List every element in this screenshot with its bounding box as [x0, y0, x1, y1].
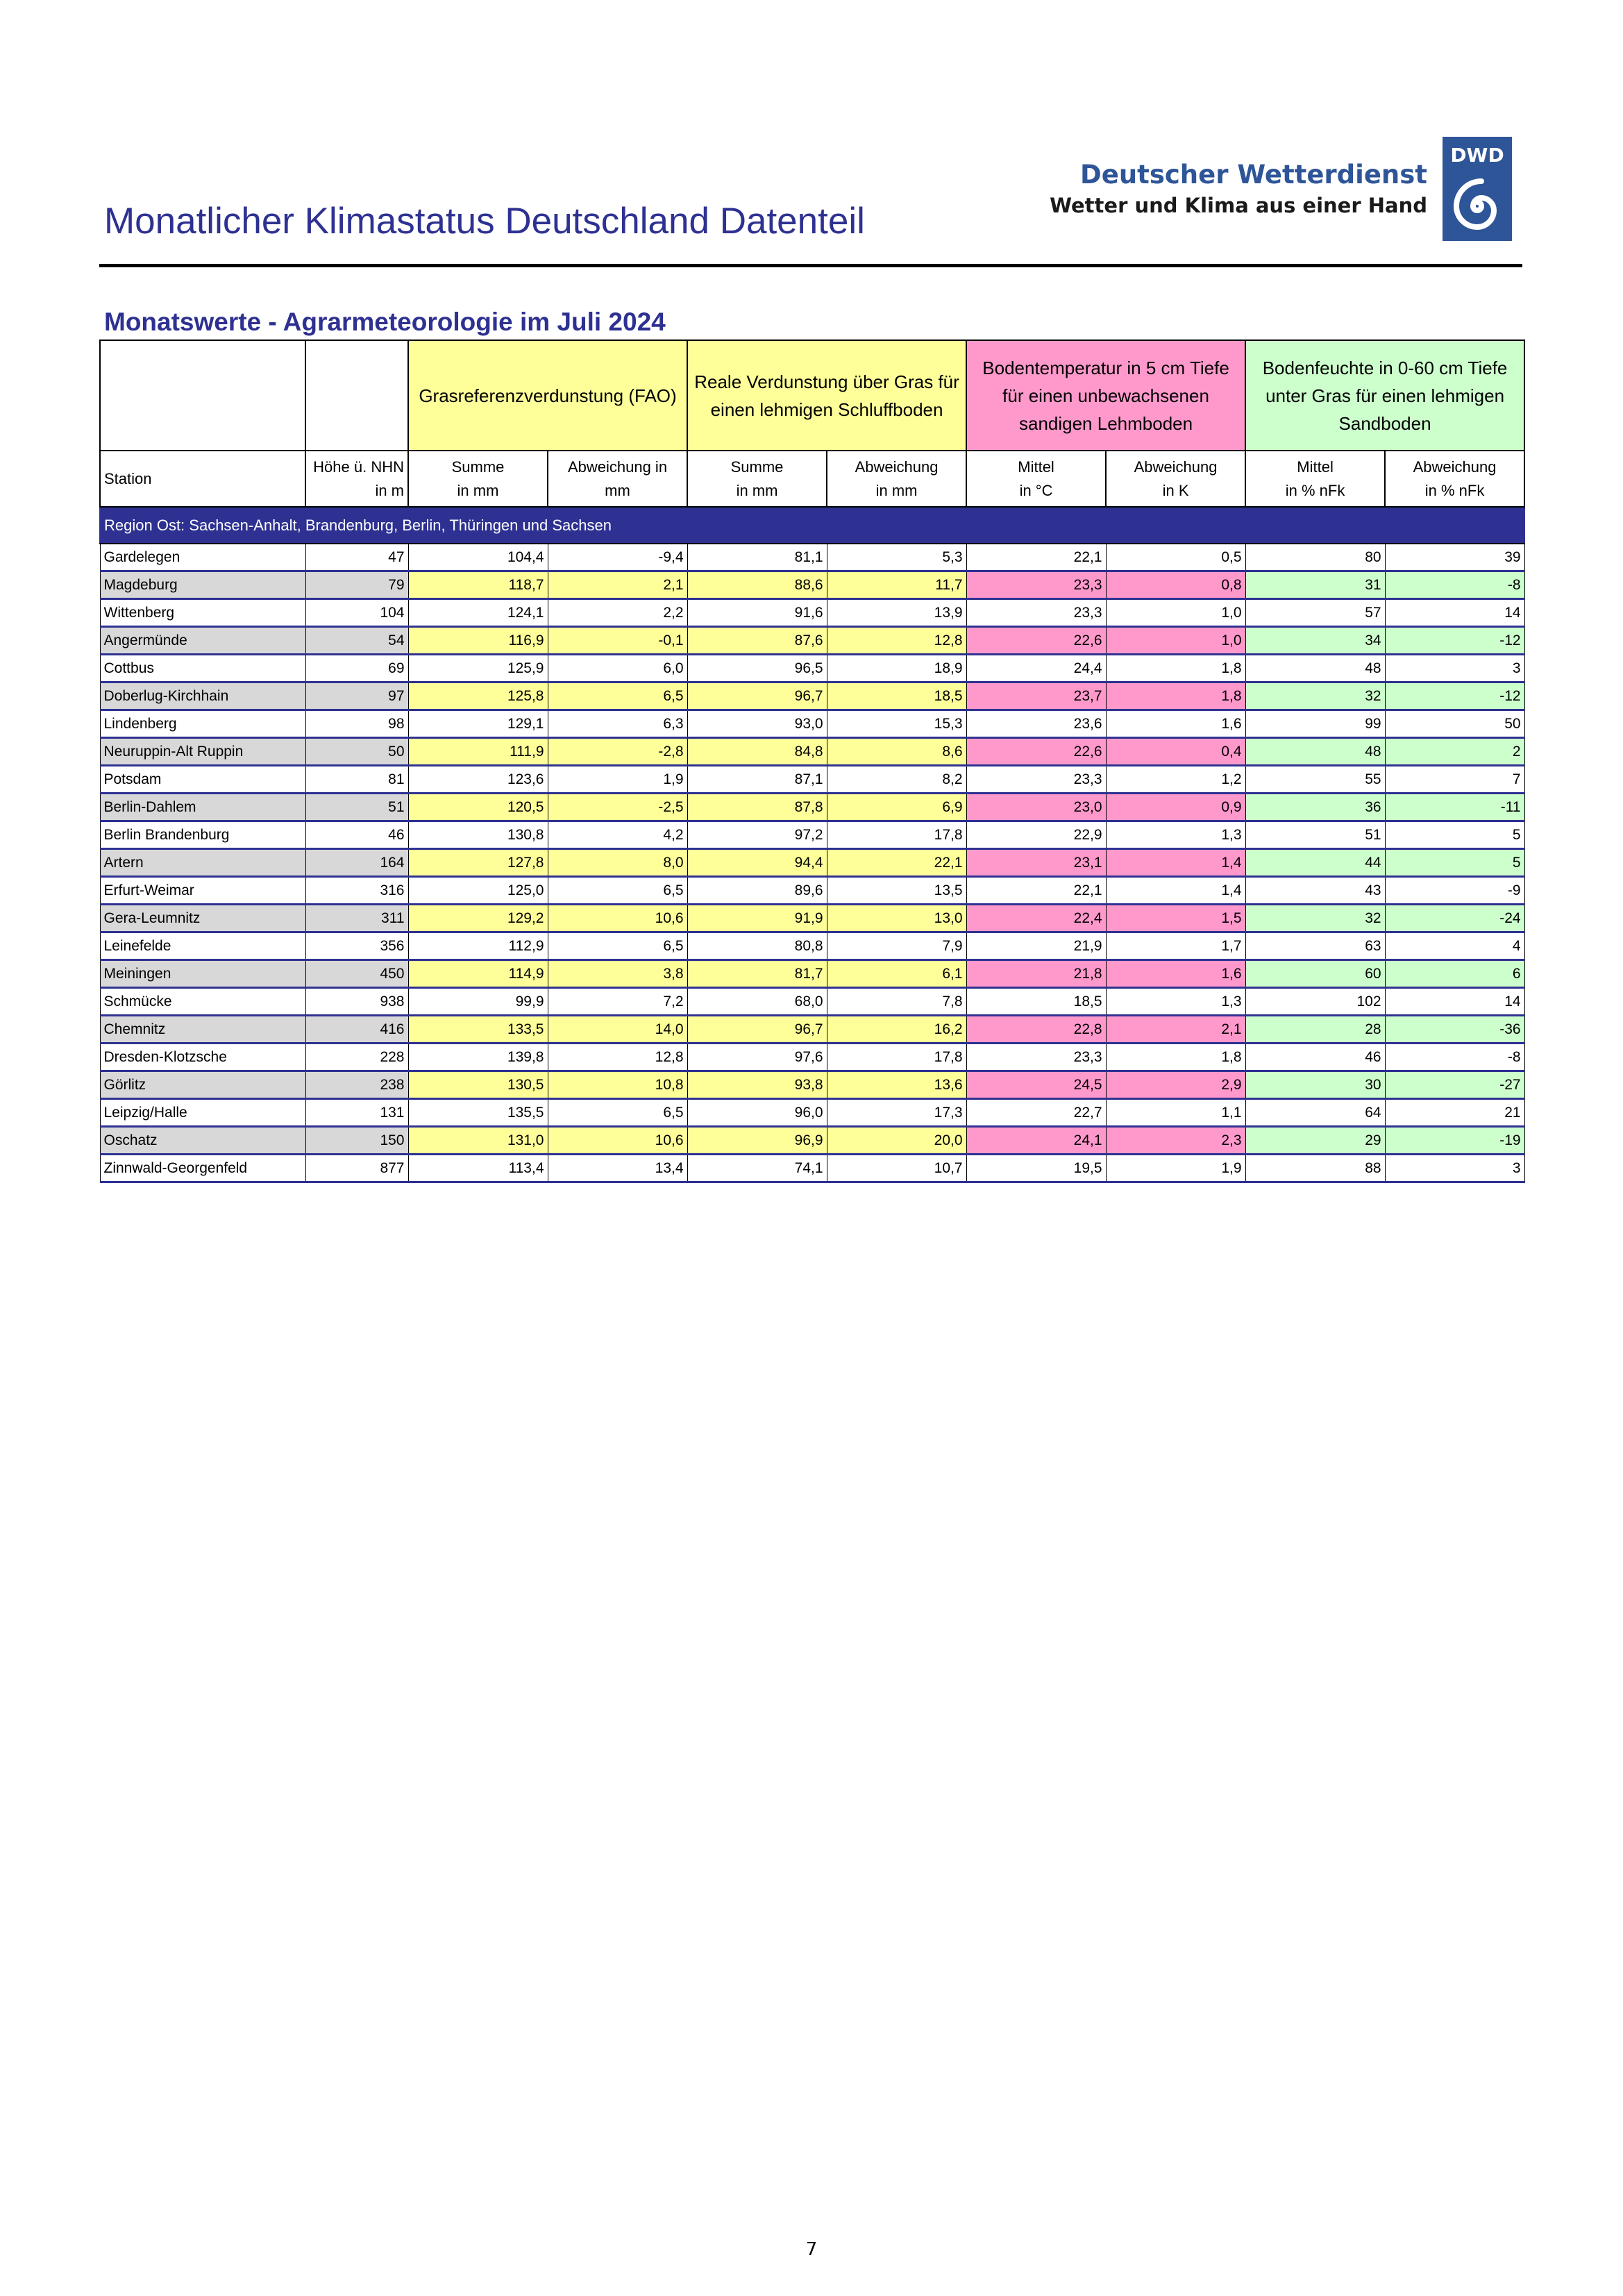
fao-abweichung-cell: 2,1 — [548, 571, 687, 599]
fao-summe-cell: 125,0 — [408, 877, 548, 905]
fao-abweichung-cell: -2,8 — [548, 738, 687, 766]
feuchte-abweichung-cell: -19 — [1385, 1127, 1524, 1155]
fao-summe-cell: 129,1 — [408, 710, 548, 738]
feuchte-abweichung-cell: 4 — [1385, 932, 1524, 960]
temp-abweichung-cell: 1,6 — [1106, 960, 1245, 988]
feuchte-abweichung-cell: 3 — [1385, 655, 1524, 682]
fao-summe-cell: 123,6 — [408, 766, 548, 794]
fao-abweichung-cell: 10,6 — [548, 905, 687, 932]
column-real-abweichung: Abweichung in mm — [827, 451, 966, 507]
feuchte-abweichung-cell: 5 — [1385, 821, 1524, 849]
temp-abweichung-cell: 1,2 — [1106, 766, 1245, 794]
real-summe-cell: 97,6 — [687, 1044, 827, 1071]
temp-abweichung-cell: 2,1 — [1106, 1016, 1245, 1044]
station-cell: Görlitz — [100, 1071, 305, 1099]
feuchte-abweichung-cell: -8 — [1385, 571, 1524, 599]
feuchte-mittel-cell: 99 — [1245, 710, 1385, 738]
hoehe-cell: 46 — [305, 821, 408, 849]
real-abweichung-cell: 18,9 — [827, 655, 966, 682]
table-row — [100, 821, 1524, 849]
temp-mittel-cell: 24,5 — [966, 1071, 1106, 1099]
table-row — [100, 1127, 1524, 1155]
real-summe-cell: 84,8 — [687, 738, 827, 766]
temp-mittel-cell: 24,4 — [966, 655, 1106, 682]
table-row — [100, 599, 1524, 627]
temp-abweichung-cell: 1,0 — [1106, 627, 1245, 655]
feuchte-abweichung-cell: -27 — [1385, 1071, 1524, 1099]
fao-summe-cell: 135,5 — [408, 1099, 548, 1127]
group-reale-verdunstung: Reale Verdunstung über Gras für einen lehmigen Schluffboden — [687, 340, 966, 451]
temp-mittel-cell: 22,9 — [966, 821, 1106, 849]
logo-slogan: Wetter und Klima aus einer Hand — [1050, 194, 1427, 217]
page-title: Monatlicher Klimastatus Deutschland Datenteil — [104, 201, 865, 242]
hoehe-cell: 97 — [305, 682, 408, 710]
temp-mittel-cell: 22,8 — [966, 1016, 1106, 1044]
fao-summe-cell: 125,8 — [408, 682, 548, 710]
feuchte-abweichung-cell: -12 — [1385, 682, 1524, 710]
fao-abweichung-cell: -2,5 — [548, 794, 687, 821]
feuchte-mittel-cell: 80 — [1245, 544, 1385, 571]
hoehe-cell: 316 — [305, 877, 408, 905]
fao-summe-cell: 124,1 — [408, 599, 548, 627]
fao-summe-cell: 129,2 — [408, 905, 548, 932]
column-fao-summe: Summe in mm — [408, 451, 548, 507]
fao-abweichung-cell: 6,3 — [548, 710, 687, 738]
fao-abweichung-cell: 12,8 — [548, 1044, 687, 1071]
fao-abweichung-cell: 3,8 — [548, 960, 687, 988]
table-row — [100, 1016, 1524, 1044]
table-row — [100, 571, 1524, 599]
station-cell: Chemnitz — [100, 1016, 305, 1044]
hoehe-cell: 938 — [305, 988, 408, 1016]
table-row — [100, 932, 1524, 960]
feuchte-mittel-cell: 48 — [1245, 655, 1385, 682]
column-hoehe: Höhe ü. NHN in m — [305, 451, 408, 507]
temp-mittel-cell: 22,1 — [966, 877, 1106, 905]
feuchte-mittel-cell: 36 — [1245, 794, 1385, 821]
feuchte-abweichung-cell: 5 — [1385, 849, 1524, 877]
table-row — [100, 1155, 1524, 1182]
real-summe-cell: 81,7 — [687, 960, 827, 988]
station-cell: Zinnwald-Georgenfeld — [100, 1155, 305, 1182]
table-row — [100, 905, 1524, 932]
real-abweichung-cell: 5,3 — [827, 544, 966, 571]
hoehe-cell: 150 — [305, 1127, 408, 1155]
temp-abweichung-cell: 1,6 — [1106, 710, 1245, 738]
real-summe-cell: 87,1 — [687, 766, 827, 794]
temp-abweichung-cell: 0,9 — [1106, 794, 1245, 821]
real-abweichung-cell: 17,3 — [827, 1099, 966, 1127]
fao-summe-cell: 116,9 — [408, 627, 548, 655]
real-summe-cell: 87,6 — [687, 627, 827, 655]
fao-summe-cell: 139,8 — [408, 1044, 548, 1071]
real-summe-cell: 81,1 — [687, 544, 827, 571]
table-row — [100, 849, 1524, 877]
hoehe-cell: 47 — [305, 544, 408, 571]
temp-abweichung-cell: 1,7 — [1106, 932, 1245, 960]
fao-summe-cell: 131,0 — [408, 1127, 548, 1155]
feuchte-mittel-cell: 57 — [1245, 599, 1385, 627]
real-abweichung-cell: 7,9 — [827, 932, 966, 960]
real-summe-cell: 96,9 — [687, 1127, 827, 1155]
station-cell: Meiningen — [100, 960, 305, 988]
fao-abweichung-cell: 6,5 — [548, 932, 687, 960]
fao-summe-cell: 111,9 — [408, 738, 548, 766]
region-row: Region Ost: Sachsen-Anhalt, Brandenburg, Berlin, Thüringen und Sachsen — [100, 507, 1524, 544]
real-abweichung-cell: 13,6 — [827, 1071, 966, 1099]
hoehe-cell: 311 — [305, 905, 408, 932]
table-row — [100, 655, 1524, 682]
feuchte-mittel-cell: 29 — [1245, 1127, 1385, 1155]
header-blank-station — [100, 340, 305, 451]
station-cell: Lindenberg — [100, 710, 305, 738]
feuchte-mittel-cell: 31 — [1245, 571, 1385, 599]
temp-abweichung-cell: 1,3 — [1106, 988, 1245, 1016]
fao-abweichung-cell: 13,4 — [548, 1155, 687, 1182]
feuchte-abweichung-cell: -24 — [1385, 905, 1524, 932]
temp-abweichung-cell: 2,3 — [1106, 1127, 1245, 1155]
temp-mittel-cell: 22,1 — [966, 544, 1106, 571]
fao-summe-cell: 113,4 — [408, 1155, 548, 1182]
station-cell: Magdeburg — [100, 571, 305, 599]
hoehe-cell: 877 — [305, 1155, 408, 1182]
station-cell: Oschatz — [100, 1127, 305, 1155]
hoehe-cell: 69 — [305, 655, 408, 682]
station-cell: Wittenberg — [100, 599, 305, 627]
column-feuchte-mittel: Mittel in % nFk — [1245, 451, 1385, 507]
temp-mittel-cell: 21,8 — [966, 960, 1106, 988]
fao-summe-cell: 130,8 — [408, 821, 548, 849]
table-row — [100, 960, 1524, 988]
fao-abweichung-cell: 4,2 — [548, 821, 687, 849]
fao-abweichung-cell: -9,4 — [548, 544, 687, 571]
feuchte-abweichung-cell: -12 — [1385, 627, 1524, 655]
group-bodenfeuchte: Bodenfeuchte in 0-60 cm Tiefe unter Gras für einen lehmigen Sandboden — [1245, 340, 1524, 451]
hoehe-cell: 79 — [305, 571, 408, 599]
fao-summe-cell: 130,5 — [408, 1071, 548, 1099]
fao-abweichung-cell: -0,1 — [548, 627, 687, 655]
feuchte-mittel-cell: 28 — [1245, 1016, 1385, 1044]
logo-name: Deutscher Wetterdienst — [1080, 160, 1427, 190]
group-bodentemperatur: Bodentemperatur in 5 cm Tiefe für einen unbewachsenen sandigen Lehmboden — [966, 340, 1245, 451]
temp-abweichung-cell: 1,4 — [1106, 877, 1245, 905]
station-cell: Schmücke — [100, 988, 305, 1016]
table-row — [100, 682, 1524, 710]
feuchte-abweichung-cell: 2 — [1385, 738, 1524, 766]
station-cell: Cottbus — [100, 655, 305, 682]
hoehe-cell: 450 — [305, 960, 408, 988]
real-abweichung-cell: 12,8 — [827, 627, 966, 655]
real-abweichung-cell: 13,9 — [827, 599, 966, 627]
feuchte-abweichung-cell: 3 — [1385, 1155, 1524, 1182]
real-summe-cell: 94,4 — [687, 849, 827, 877]
temp-abweichung-cell: 0,8 — [1106, 571, 1245, 599]
table-row — [100, 988, 1524, 1016]
real-summe-cell: 97,2 — [687, 821, 827, 849]
real-abweichung-cell: 13,0 — [827, 905, 966, 932]
fao-abweichung-cell: 7,2 — [548, 988, 687, 1016]
feuchte-mittel-cell: 102 — [1245, 988, 1385, 1016]
hoehe-cell: 228 — [305, 1044, 408, 1071]
real-summe-cell: 91,9 — [687, 905, 827, 932]
column-temp-abweichung: Abweichung in K — [1106, 451, 1245, 507]
real-summe-cell: 87,8 — [687, 794, 827, 821]
real-abweichung-cell: 13,5 — [827, 877, 966, 905]
fao-abweichung-cell: 6,5 — [548, 877, 687, 905]
fao-summe-cell: 112,9 — [408, 932, 548, 960]
feuchte-mittel-cell: 44 — [1245, 849, 1385, 877]
hoehe-cell: 238 — [305, 1071, 408, 1099]
fao-summe-cell: 125,9 — [408, 655, 548, 682]
hoehe-cell: 164 — [305, 849, 408, 877]
table-row — [100, 1071, 1524, 1099]
temp-mittel-cell: 21,9 — [966, 932, 1106, 960]
section-title: Monatswerte - Agrarmeteorologie im Juli 2024 — [104, 308, 666, 336]
hoehe-cell: 98 — [305, 710, 408, 738]
temp-mittel-cell: 23,3 — [966, 599, 1106, 627]
fao-abweichung-cell: 6,0 — [548, 655, 687, 682]
group-grasreferenzverdunstung: Grasreferenzverdunstung (FAO) — [408, 340, 687, 451]
real-abweichung-cell: 6,1 — [827, 960, 966, 988]
temp-mittel-cell: 24,1 — [966, 1127, 1106, 1155]
fao-summe-cell: 133,5 — [408, 1016, 548, 1044]
fao-abweichung-cell: 8,0 — [548, 849, 687, 877]
temp-mittel-cell: 18,5 — [966, 988, 1106, 1016]
temp-abweichung-cell: 2,9 — [1106, 1071, 1245, 1099]
fao-summe-cell: 99,9 — [408, 988, 548, 1016]
feuchte-abweichung-cell: 7 — [1385, 766, 1524, 794]
temp-mittel-cell: 23,6 — [966, 710, 1106, 738]
station-cell: Berlin-Dahlem — [100, 794, 305, 821]
agrarmeteorologie-table — [99, 340, 1525, 1183]
header-rule — [99, 264, 1522, 267]
feuchte-mittel-cell: 48 — [1245, 738, 1385, 766]
real-summe-cell: 68,0 — [687, 988, 827, 1016]
real-abweichung-cell: 6,9 — [827, 794, 966, 821]
fao-abweichung-cell: 10,8 — [548, 1071, 687, 1099]
real-abweichung-cell: 22,1 — [827, 849, 966, 877]
real-abweichung-cell: 7,8 — [827, 988, 966, 1016]
real-abweichung-cell: 10,7 — [827, 1155, 966, 1182]
feuchte-mittel-cell: 30 — [1245, 1071, 1385, 1099]
station-cell: Gardelegen — [100, 544, 305, 571]
real-abweichung-cell: 8,2 — [827, 766, 966, 794]
temp-abweichung-cell: 1,3 — [1106, 821, 1245, 849]
fao-summe-cell: 127,8 — [408, 849, 548, 877]
column-real-summe: Summe in mm — [687, 451, 827, 507]
feuchte-mittel-cell: 63 — [1245, 932, 1385, 960]
real-summe-cell: 74,1 — [687, 1155, 827, 1182]
temp-abweichung-cell: 1,8 — [1106, 655, 1245, 682]
hoehe-cell: 104 — [305, 599, 408, 627]
hoehe-cell: 54 — [305, 627, 408, 655]
hoehe-cell: 81 — [305, 766, 408, 794]
hoehe-cell: 416 — [305, 1016, 408, 1044]
fao-abweichung-cell: 10,6 — [548, 1127, 687, 1155]
real-abweichung-cell: 15,3 — [827, 710, 966, 738]
real-abweichung-cell: 8,6 — [827, 738, 966, 766]
fao-abweichung-cell: 2,2 — [548, 599, 687, 627]
temp-mittel-cell: 22,6 — [966, 738, 1106, 766]
real-summe-cell: 89,6 — [687, 877, 827, 905]
column-feuchte-abweichung: Abweichung in % nFk — [1385, 451, 1524, 507]
temp-mittel-cell: 23,0 — [966, 794, 1106, 821]
station-cell: Doberlug-Kirchhain — [100, 682, 305, 710]
hoehe-cell: 50 — [305, 738, 408, 766]
temp-mittel-cell: 22,4 — [966, 905, 1106, 932]
fao-abweichung-cell: 6,5 — [548, 682, 687, 710]
real-abweichung-cell: 17,8 — [827, 821, 966, 849]
station-cell: Potsdam — [100, 766, 305, 794]
feuchte-abweichung-cell: 21 — [1385, 1099, 1524, 1127]
temp-abweichung-cell: 1,0 — [1106, 599, 1245, 627]
dwd-logo — [1050, 137, 1512, 241]
temp-abweichung-cell: 1,5 — [1106, 905, 1245, 932]
table-row — [100, 544, 1524, 571]
temp-abweichung-cell: 0,4 — [1106, 738, 1245, 766]
feuchte-abweichung-cell: -8 — [1385, 1044, 1524, 1071]
hoehe-cell: 131 — [305, 1099, 408, 1127]
fao-abweichung-cell: 1,9 — [548, 766, 687, 794]
temp-abweichung-cell: 1,9 — [1106, 1155, 1245, 1182]
real-summe-cell: 93,0 — [687, 710, 827, 738]
station-cell: Gera-Leumnitz — [100, 905, 305, 932]
header-blank-hoehe — [305, 340, 408, 451]
table-row — [100, 710, 1524, 738]
temp-mittel-cell: 23,7 — [966, 682, 1106, 710]
station-cell: Leipzig/Halle — [100, 1099, 305, 1127]
real-summe-cell: 96,0 — [687, 1099, 827, 1127]
station-cell: Leinefelde — [100, 932, 305, 960]
feuchte-abweichung-cell: 39 — [1385, 544, 1524, 571]
temp-abweichung-cell: 1,8 — [1106, 682, 1245, 710]
real-summe-cell: 96,7 — [687, 1016, 827, 1044]
table-row — [100, 877, 1524, 905]
feuchte-mittel-cell: 32 — [1245, 682, 1385, 710]
real-abweichung-cell: 17,8 — [827, 1044, 966, 1071]
temp-mittel-cell: 22,6 — [966, 627, 1106, 655]
logo-badge: DWD — [1450, 144, 1504, 167]
temp-mittel-cell: 23,3 — [966, 766, 1106, 794]
column-station: Station — [100, 451, 305, 507]
station-cell: Erfurt-Weimar — [100, 877, 305, 905]
temp-abweichung-cell: 1,4 — [1106, 849, 1245, 877]
fao-abweichung-cell: 6,5 — [548, 1099, 687, 1127]
temp-mittel-cell: 23,1 — [966, 849, 1106, 877]
feuchte-abweichung-cell: 14 — [1385, 599, 1524, 627]
feuchte-mittel-cell: 34 — [1245, 627, 1385, 655]
temp-abweichung-cell: 1,1 — [1106, 1099, 1245, 1127]
feuchte-abweichung-cell: 6 — [1385, 960, 1524, 988]
column-fao-abweichung: Abweichung in mm — [548, 451, 687, 507]
hoehe-cell: 356 — [305, 932, 408, 960]
feuchte-mittel-cell: 43 — [1245, 877, 1385, 905]
feuchte-abweichung-cell: -36 — [1385, 1016, 1524, 1044]
station-cell: Neuruppin-Alt Ruppin — [100, 738, 305, 766]
fao-summe-cell: 104,4 — [408, 544, 548, 571]
feuchte-mittel-cell: 88 — [1245, 1155, 1385, 1182]
feuchte-mittel-cell: 60 — [1245, 960, 1385, 988]
real-summe-cell: 96,5 — [687, 655, 827, 682]
real-summe-cell: 91,6 — [687, 599, 827, 627]
feuchte-mittel-cell: 32 — [1245, 905, 1385, 932]
real-abweichung-cell: 16,2 — [827, 1016, 966, 1044]
fao-abweichung-cell: 14,0 — [548, 1016, 687, 1044]
feuchte-mittel-cell: 46 — [1245, 1044, 1385, 1071]
feuchte-abweichung-cell: -9 — [1385, 877, 1524, 905]
real-summe-cell: 80,8 — [687, 932, 827, 960]
table-row — [100, 627, 1524, 655]
real-summe-cell: 93,8 — [687, 1071, 827, 1099]
column-temp-mittel: Mittel in °C — [966, 451, 1106, 507]
station-cell: Dresden-Klotzsche — [100, 1044, 305, 1071]
fao-summe-cell: 118,7 — [408, 571, 548, 599]
table-row — [100, 738, 1524, 766]
temp-mittel-cell: 19,5 — [966, 1155, 1106, 1182]
station-cell: Artern — [100, 849, 305, 877]
real-summe-cell: 88,6 — [687, 571, 827, 599]
temp-abweichung-cell: 1,8 — [1106, 1044, 1245, 1071]
temp-abweichung-cell: 0,5 — [1106, 544, 1245, 571]
fao-summe-cell: 114,9 — [408, 960, 548, 988]
dwd-spiral-icon — [1443, 137, 1512, 241]
real-summe-cell: 96,7 — [687, 682, 827, 710]
real-abweichung-cell: 18,5 — [827, 682, 966, 710]
feuchte-abweichung-cell: 14 — [1385, 988, 1524, 1016]
table-row — [100, 794, 1524, 821]
temp-mittel-cell: 23,3 — [966, 1044, 1106, 1071]
real-abweichung-cell: 20,0 — [827, 1127, 966, 1155]
fao-summe-cell: 120,5 — [408, 794, 548, 821]
temp-mittel-cell: 22,7 — [966, 1099, 1106, 1127]
feuchte-mittel-cell: 55 — [1245, 766, 1385, 794]
page-number: 7 — [805, 2239, 818, 2260]
feuchte-mittel-cell: 64 — [1245, 1099, 1385, 1127]
hoehe-cell: 51 — [305, 794, 408, 821]
table-row — [100, 1044, 1524, 1071]
temp-mittel-cell: 23,3 — [966, 571, 1106, 599]
feuchte-mittel-cell: 51 — [1245, 821, 1385, 849]
feuchte-abweichung-cell: 50 — [1385, 710, 1524, 738]
feuchte-abweichung-cell: -11 — [1385, 794, 1524, 821]
station-cell: Berlin Brandenburg — [100, 821, 305, 849]
real-abweichung-cell: 11,7 — [827, 571, 966, 599]
table-row — [100, 766, 1524, 794]
table-row — [100, 1099, 1524, 1127]
station-cell: Angermünde — [100, 627, 305, 655]
